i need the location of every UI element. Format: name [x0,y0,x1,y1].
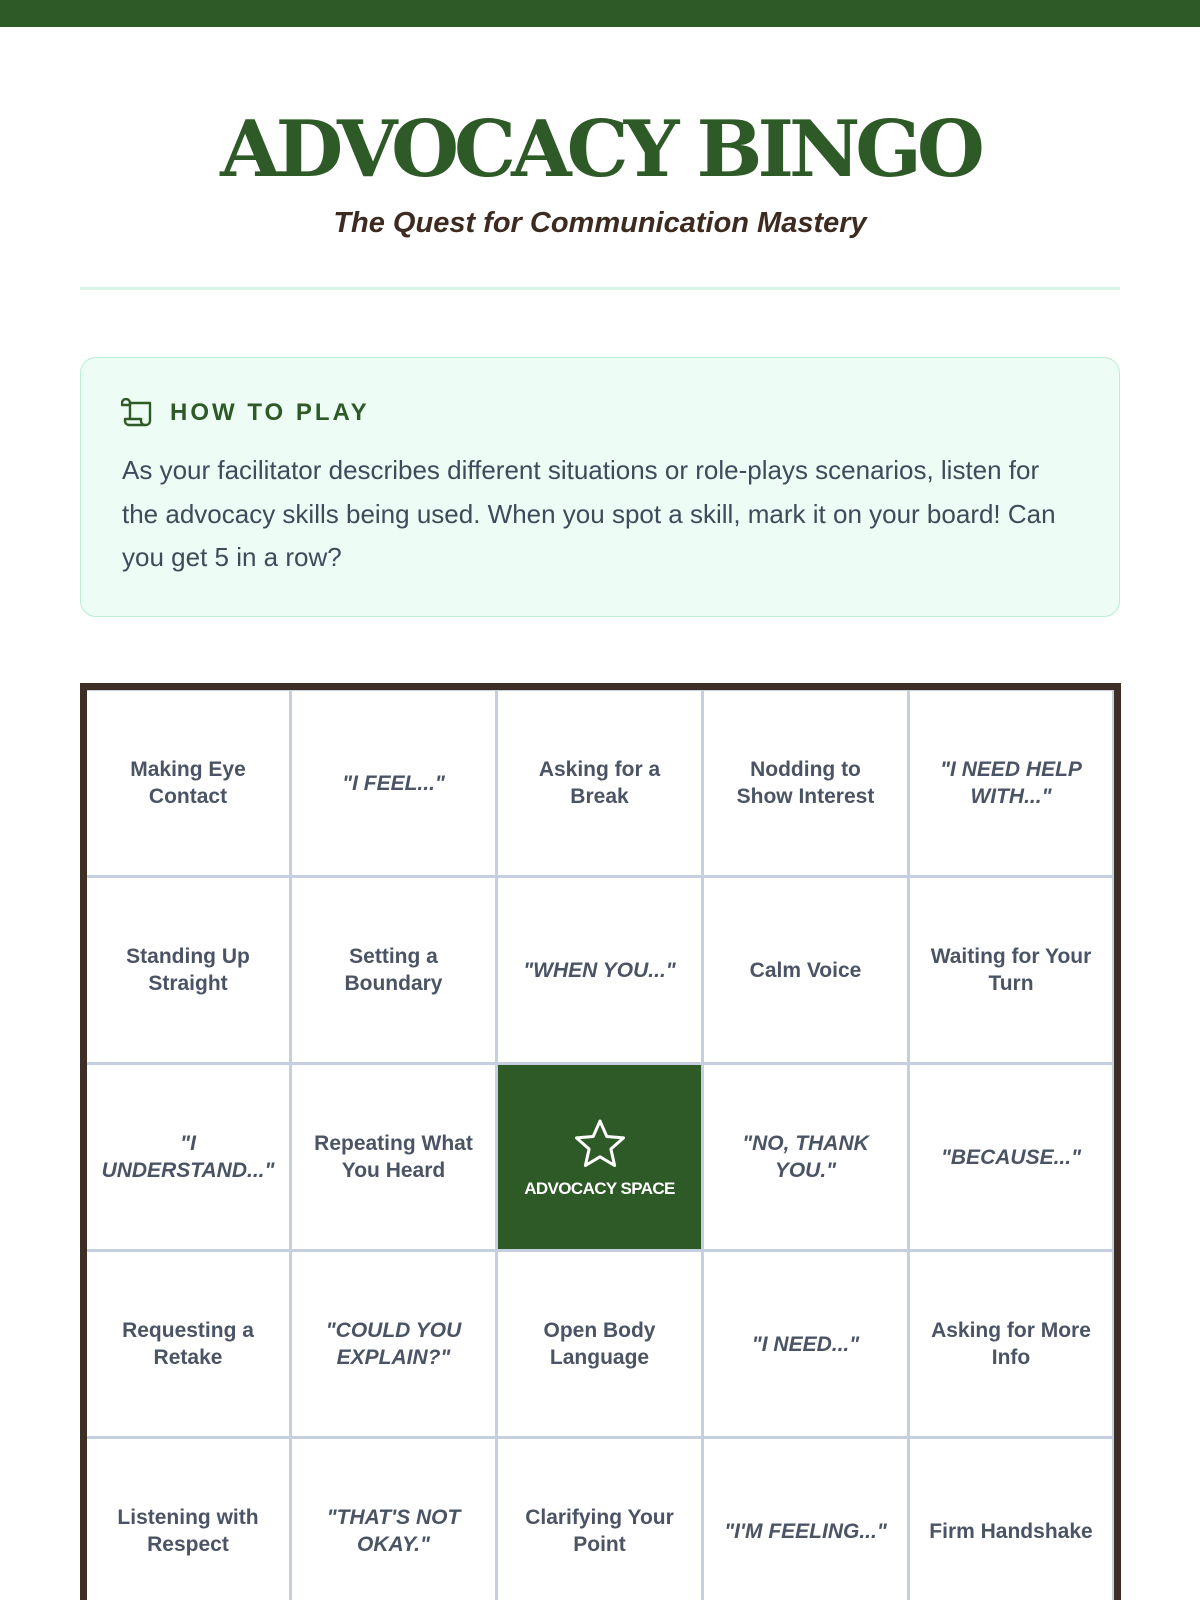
bingo-cell[interactable]: Listening with Respect [87,1439,289,1600]
bingo-cell[interactable]: Repeating What You Heard [292,1065,495,1249]
star-icon [573,1118,627,1170]
bingo-cell[interactable]: Clarifying Your Point [498,1439,701,1600]
bingo-cell[interactable]: "NO, THANK YOU." [704,1065,907,1249]
how-to-play-heading: HOW TO PLAY [170,399,370,426]
bingo-cell[interactable]: Requesting a Retake [87,1252,289,1436]
bingo-cell[interactable]: "COULD YOU EXPLAIN?" [292,1252,495,1436]
bingo-cell[interactable]: Asking for a Break [498,691,701,875]
bingo-cell[interactable]: Calm Voice [704,878,907,1062]
bingo-free-space[interactable] [498,1065,701,1249]
bingo-cell[interactable]: "I UNDERSTAND..." [87,1065,289,1249]
bingo-cell[interactable]: Waiting for Your Turn [910,878,1112,1062]
bingo-cell[interactable]: "I NEED..." [704,1252,907,1436]
bingo-cell[interactable]: Nodding to Show Interest [704,691,907,875]
bingo-cell[interactable]: Standing Up Straight [87,878,289,1062]
bingo-cell[interactable]: Setting a Boundary [292,878,495,1062]
bingo-cell[interactable]: "I FEEL..." [292,691,495,875]
how-to-play-text: As your facilitator describes different situations or role-plays scenarios, listen for the advocacy skills being used. When you spot a skill, mark it on your board! Can you get 5 in a row? [122,455,1056,572]
bingo-cell[interactable]: Making Eye Contact [87,691,289,875]
bingo-cell[interactable]: "I'M FEELING..." [704,1439,907,1600]
bingo-cell[interactable]: "THAT'S NOT OKAY." [292,1439,495,1600]
free-space-label: ADVOCACY SPACE [524,1179,675,1198]
bingo-cell[interactable]: "BECAUSE..." [910,1065,1112,1249]
bingo-cell[interactable]: Open Body Language [498,1252,701,1436]
top-accent-bar [0,0,1200,27]
header-divider [80,287,1120,290]
scroll-icon [121,398,155,428]
bingo-cell[interactable]: "I NEED HELP WITH..." [910,691,1112,875]
page-subtitle: The Quest for Communication Mastery [333,207,867,239]
bingo-cell[interactable]: "WHEN YOU..." [498,878,701,1062]
bingo-cell[interactable]: Asking for More Info [910,1252,1112,1436]
page-title: ADVOCACY BINGO [220,104,980,195]
bingo-cell[interactable]: Firm Handshake [910,1439,1112,1600]
bingo-board [80,683,1121,1600]
how-to-play-panel [80,357,1120,617]
